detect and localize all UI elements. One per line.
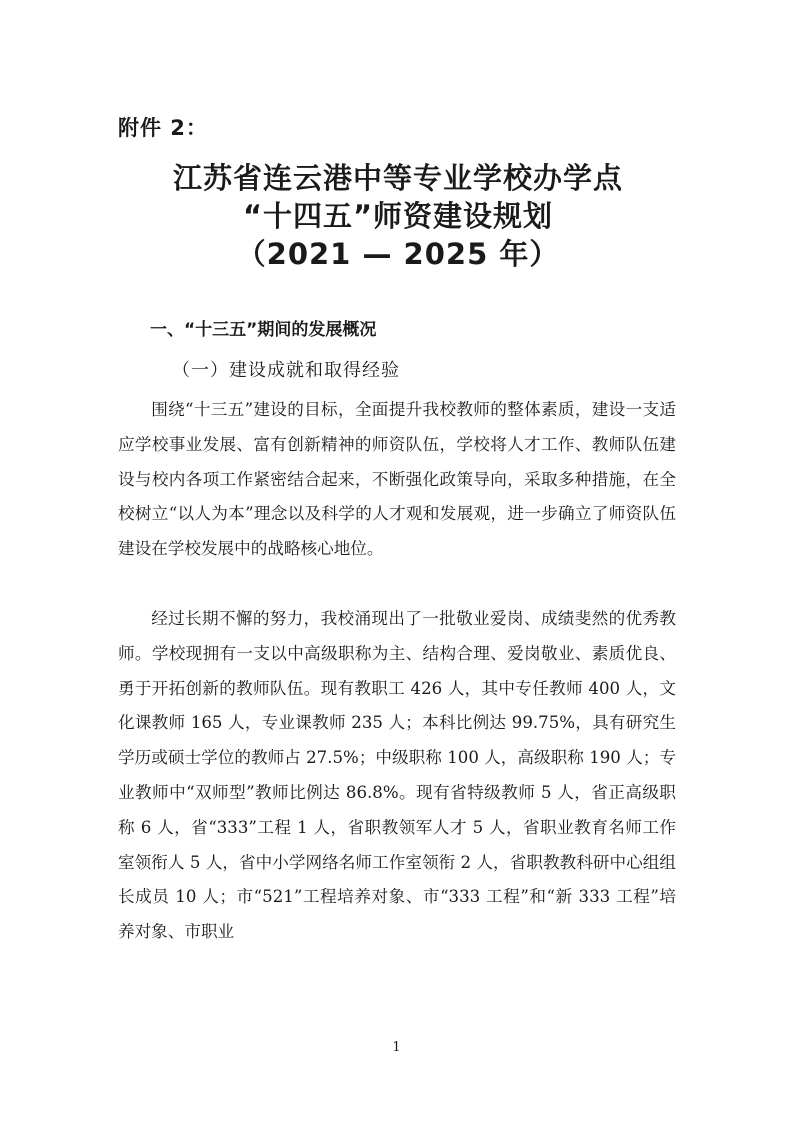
body-paragraph-2: 经过长期不懈的努力，我校涌现出了一批敬业爱岗、成绩斐然的优秀教师。学校现拥有一支以中高级职称为主、结构合理、爱岗敬业、素质优良、勇于开拓创新的教师队伍。现有教职工 426 人，其中专任教师 400 人，文化课教师 165 人，专业课教师 235 人；本科比例达 99.75%，具有研究生学历或硕士学位的教师占 27.5%；中级职称 100 人，高级职称 190 人；专业教师中“双师型”教师比例达 86.8%。现有省特级教师 5 人，省正高级职称 6 人，省“333”工程 1 人，省职教领军人才 5 人，省职业教育名师工作室领衔人 5 人，省中小学网络名师工作室领衔 2 人，省职教教科研中心组组长成员 10 人；市“521”工程培养对象、市“333 工程”和“新 333 工程”培养对象、市职业 <box>118 609 676 942</box>
section-heading: 一、“十三五”期间的发展概况 <box>150 320 377 340</box>
title-line-3: （2021 — 2025 年） <box>236 237 560 271</box>
body-paragraph-1: 围绕“十三五”建设的目标，全面提升我校教师的整体素质，建设一支适应学校事业发展、富有创新精神的师资队伍，学校将人才工作、教师队伍建设与校内各项工作紧密结合起来，不断强化政策导向，采取多种措施，在全校树立“以人为本”理念以及科学的人才观和发展观，进一步确立了师资队伍建设在学校发展中的战略核心地位。 <box>118 400 676 559</box>
title-line-2: “十四五”师资建设规划 <box>242 199 554 233</box>
subsection-heading: （一）建设成就和取得经验 <box>172 360 400 381</box>
page-number: 1 <box>392 1040 401 1055</box>
title-line-1: 江苏省连云港中等专业学校办学点 <box>172 161 623 195</box>
attachment-label: 附件 2： <box>118 116 208 140</box>
